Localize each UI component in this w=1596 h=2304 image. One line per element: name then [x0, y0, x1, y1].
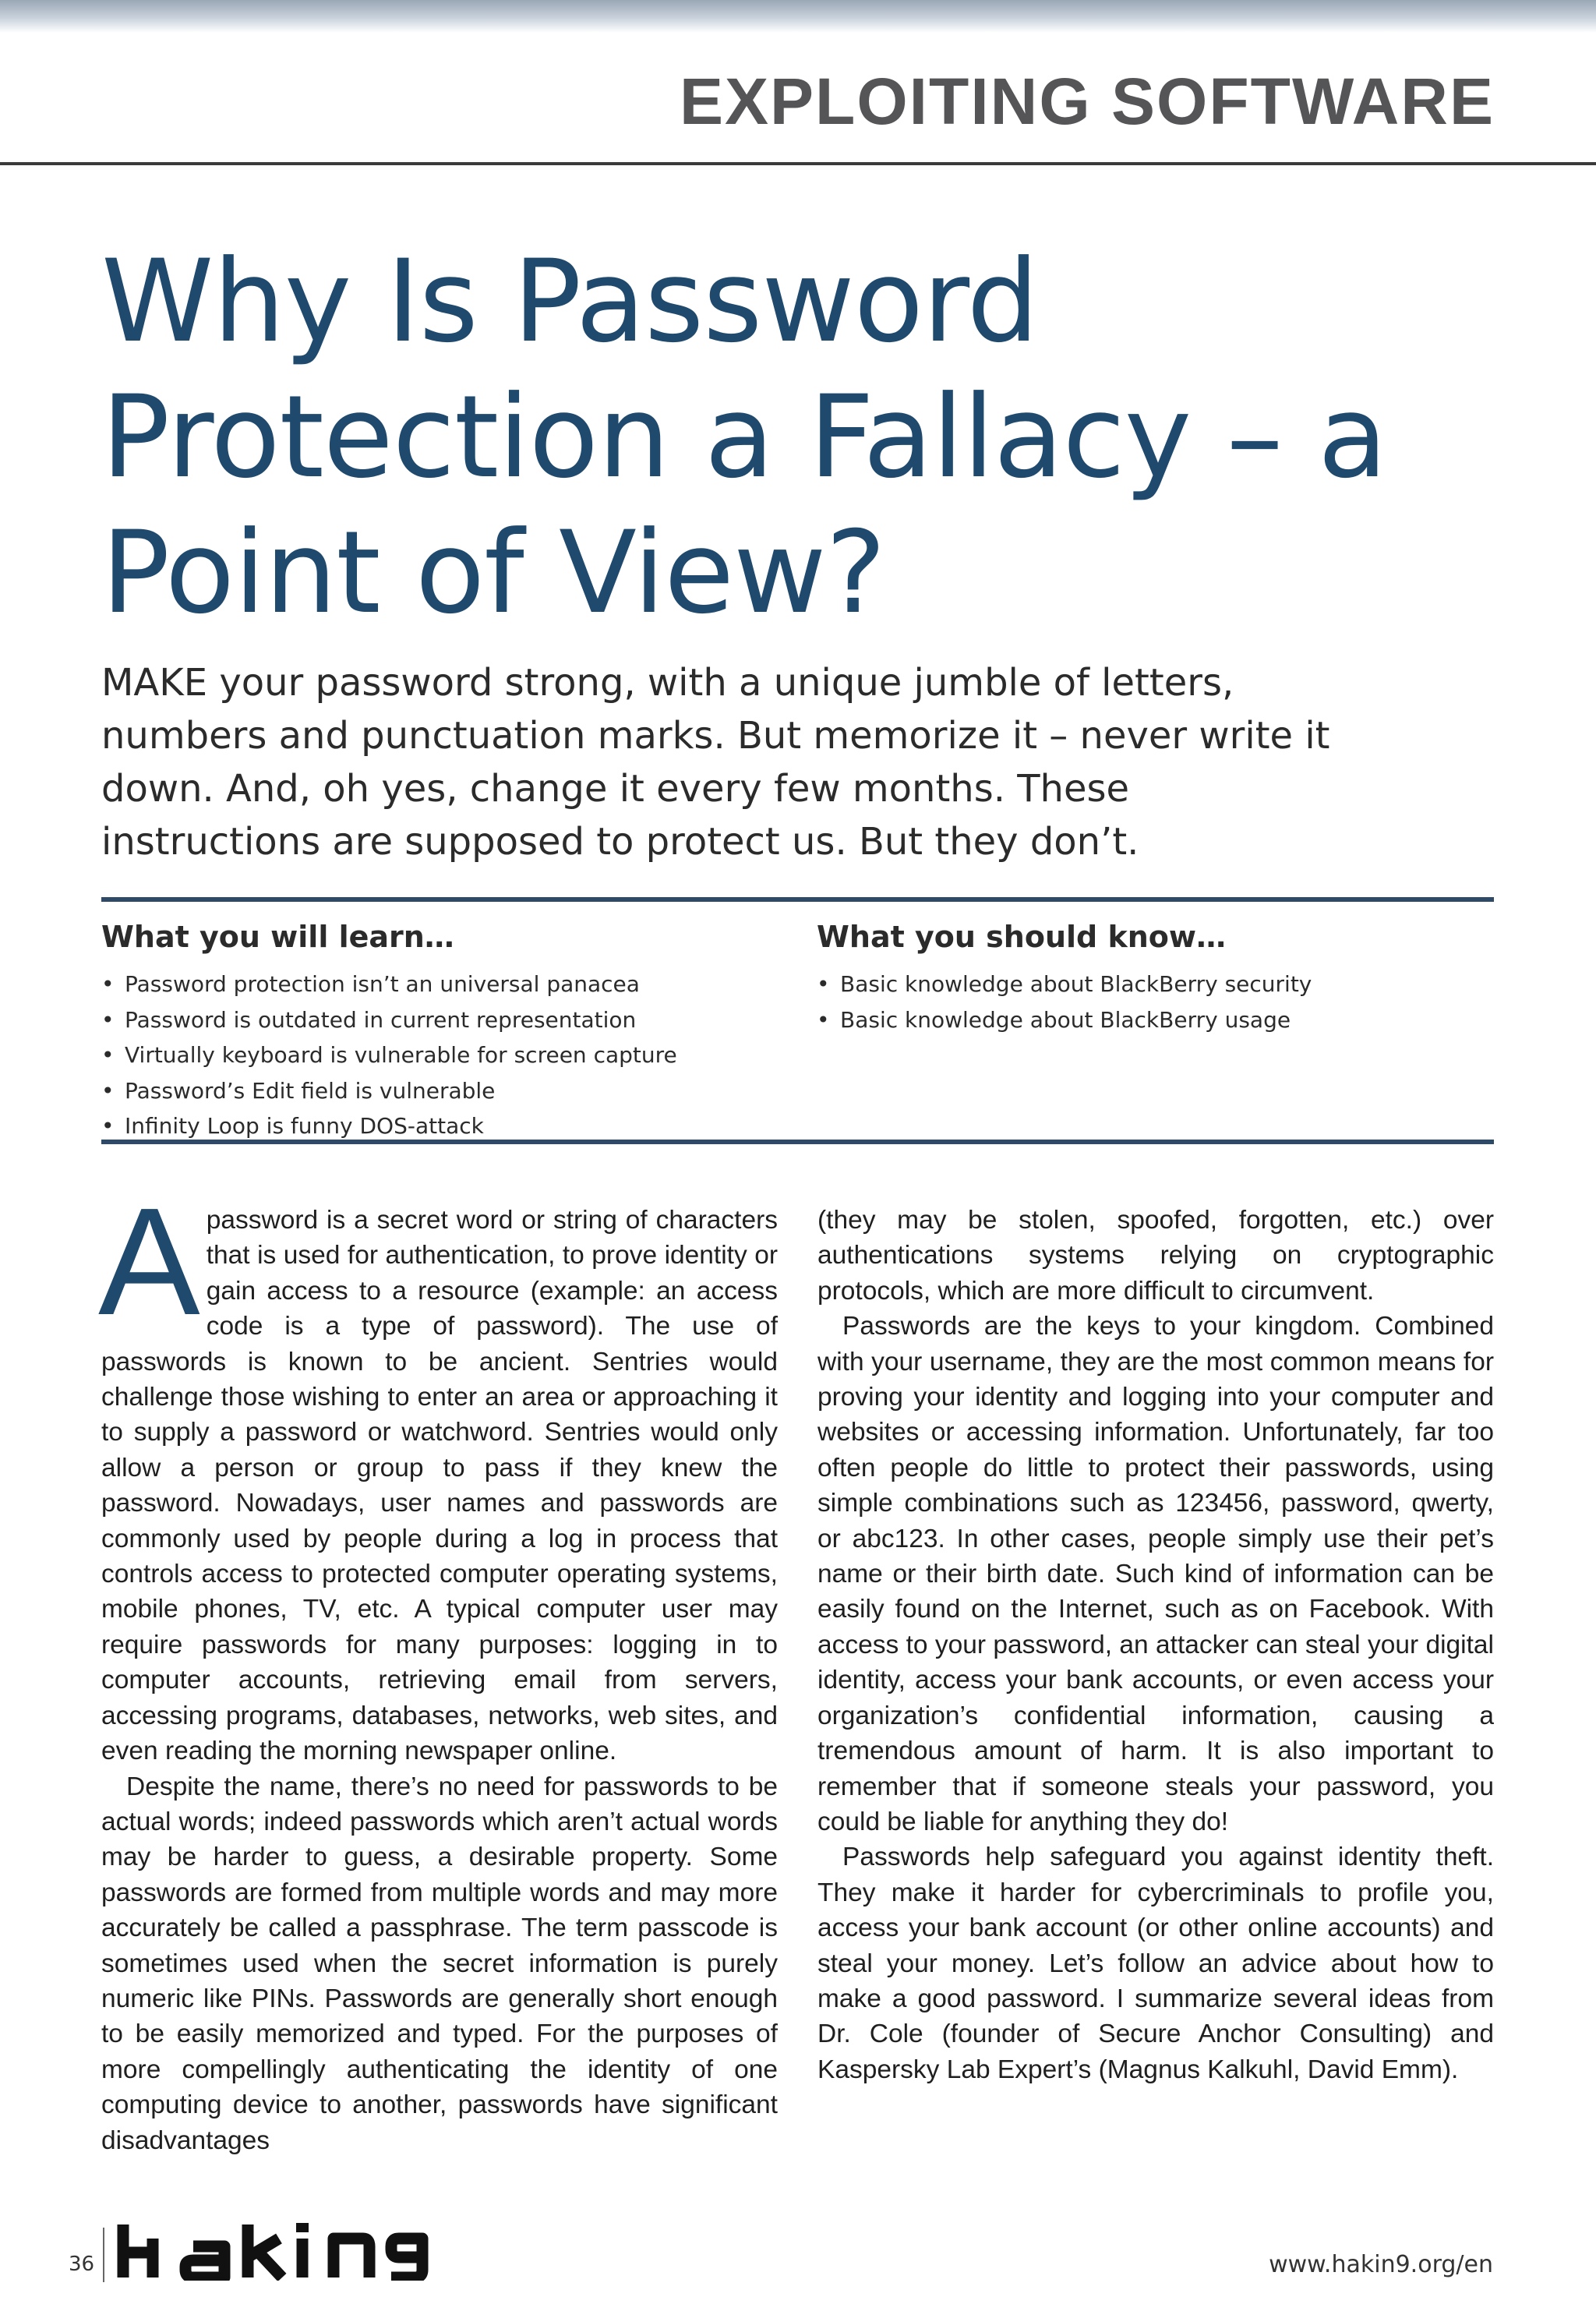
body-paragraph: Apassword is a secret word or string of characters that is used for authentication, to prove identity or gain access to a resource (example: an access code is a type of password). The use of passwords is known to be ancient. Sentries would challenge those wishing to enter an area or approaching it to supply a password or watchword. Sentries would only allow a person or group to pass if they knew the password. Nowadays, user names and passwords are commonly used by people during a log in process that controls access to protected computer operating systems, mobile phones, TV, etc. A typical computer user may require passwords for many purposes: logging in to computer accounts, retrieving email from servers, accessing programs, databases, networks, web sites, and even reading the morning newspaper online.: [98, 1176, 778, 1766]
hakin9-logo: [115, 2221, 429, 2281]
what-you-will-learn: [101, 917, 677, 1144]
know-item: • Basic knowledge about BlackBerry security: [817, 966, 1312, 1002]
body-paragraph: Passwords are the keys to your kingdom. Combined with your username, they are the most common means for proving your identity and logging into your computer and websites or accessing information. Unfortunately, far too often people do little to protect their passwords, using simple combinations such as 123456, password, qwerty, or abc123. In other cases, people simply use their pet’s name or their birth date. Such kind of information can be easily found on the Internet, such as on Facebook. With access to your password, an attacker can steal your digital identity, access your bank accounts, or even access your organization’s confidential information, causing a tremendous amount of harm. It is also important to remember that if someone steals your password, you could be liable for anything they do!: [817, 1312, 1494, 1836]
footer-url: www.hakin9.org/en: [1269, 2251, 1493, 2278]
learn-item: • Password protection isn’t an universal panacea: [101, 966, 677, 1002]
body-paragraph: (they may be stolen, spoofed, forgotten, etc.) over authentications systems relying on cryptographic protocols, which are more difficult to circumvent.: [817, 1206, 1494, 1306]
know-item: • Basic knowledge about BlackBerry usage: [817, 1002, 1312, 1038]
drop-cap: A: [98, 1176, 200, 1347]
know-list: [817, 966, 1312, 1037]
what-you-should-know: [817, 917, 1312, 1037]
know-heading: What you should know…: [817, 920, 1226, 954]
learn-box-top-rule: [101, 897, 1494, 902]
body-column-left: [98, 1176, 778, 2158]
learn-item: • Password’s Edit field is vulnerable: [101, 1073, 677, 1109]
learn-item: • Password is outdated in current representation: [101, 1002, 677, 1038]
section-header: EXPLOITING SOFTWARE: [679, 65, 1495, 138]
top-gradient-band: [0, 0, 1596, 33]
learn-box-bottom-rule: [101, 1140, 1494, 1144]
page-number: 36: [69, 2253, 95, 2276]
header-divider: [0, 162, 1596, 165]
body-paragraph: Passwords help safeguard you against identity theft. They make it harder for cybercriminals to profile you, access your bank account (or other online accounts) and steal your money. Let’s follow an advice about how to make a good password. I summarize several ideas from Dr. Cole (founder of Secure Anchor Consulting) and Kaspersky Lab Expert’s (Magnus Kalkuhl, David Emm).: [817, 1843, 1494, 2084]
article-title: Why Is Password Protection a Fallacy – a Point of View?: [101, 235, 1387, 639]
body-column-right: [817, 1203, 1494, 2087]
body-paragraph: Despite the name, there’s no need for passwords to be actual words; indeed passwords which aren’t actual words may be harder to guess, a desirable property. Some passwords are formed from multiple words and may more accurately be called a passphrase. The term passcode is sometimes used when the secret information is purely numeric like PINs. Passwords are generally short enough to be easily memorized and typed. For the purposes of more compellingly authenticating the identity of one computing device to another, passwords have significant disadvantages: [101, 1772, 778, 2155]
learn-item: • Infinity Loop is funny DOS-attack: [101, 1108, 677, 1144]
article-lead: MAKE your password strong, with a unique jumble of letters, numbers and punctuation marks. But memorize it – never write it down. And, oh yes, change it every few months. These instructions are supposed to protect us. But they don’t.: [101, 661, 1330, 864]
learn-item: • Virtually keyboard is vulnerable for screen capture: [101, 1037, 677, 1073]
learn-list: [101, 966, 677, 1144]
footer-separator: [103, 2228, 104, 2282]
learn-heading: What you will learn…: [101, 920, 454, 954]
